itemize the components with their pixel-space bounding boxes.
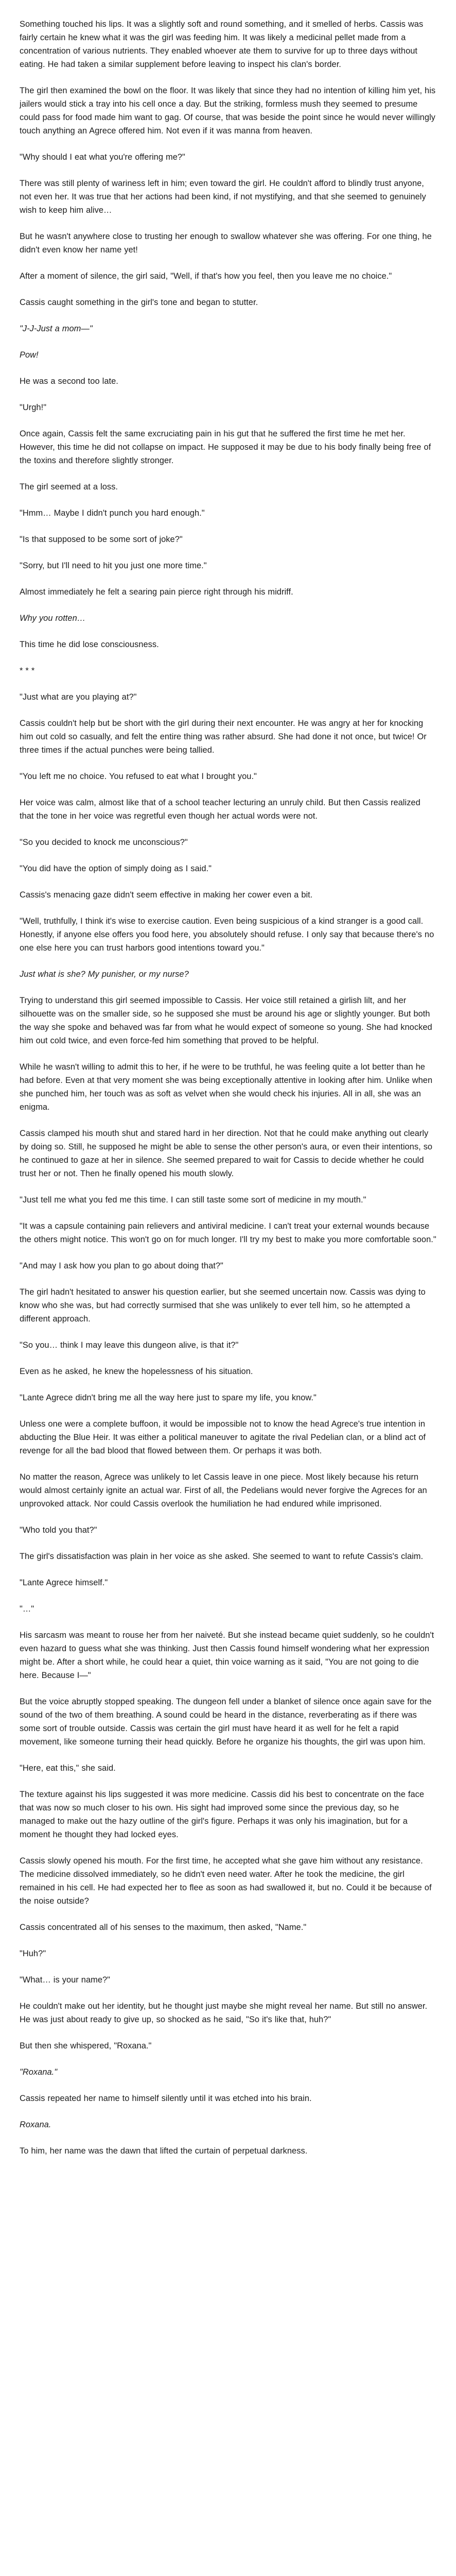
story-paragraph: "J-J-Just a mom—" — [20, 324, 93, 333]
story-paragraph: While he wasn't willing to admit this to her, if he were to be truthful, he was feeling quite a lot better than he had before. Even at that very moment she was being exceptionally attentive in looking after him. Unlike when she punched him, her touch was as soft as velvet when she would check his injuries. All in all, she was an enigma. — [20, 1062, 433, 1112]
story-paragraph: Trying to understand this girl seemed impossible to Cassis. Her voice still retained a girlish lilt, and her silhouette was on the smaller side, so he supposed she must be around his age or slightly younger. But both the way she spoke and behaved was far from what he would expect of someone so young. She had knocked him out cold twice, and even force-fed him something that proved to be helpful. — [20, 996, 432, 1045]
story-paragraph: His sarcasm was meant to rouse her from her naiveté. But she instead became quiet suddenly, so he couldn't even hazard to guess what she was thinking. Just then Cassis found himself wondering what her expression might be. After a short while, he could hear a quiet, thin voice warning as it said, "You are not going to die here. Because I—" — [20, 1631, 434, 1680]
story-paragraph: "Hmm… Maybe I didn't punch you hard enough." — [20, 509, 205, 518]
story-paragraph: The girl's dissatisfaction was plain in her voice as she asked. She seemed to want to refute Cassis's claim. — [20, 1552, 424, 1561]
story-paragraph: Why you rotten… — [20, 614, 86, 623]
story-paragraph: He was a second too late. — [20, 377, 118, 386]
story-paragraph: "Well, truthfully, I think it's wise to exercise caution. Even being suspicious of a kind stranger is a good call. Honestly, if anyone else offers you food here, you absolutely should refuse. I only say that because there's no one else here you can trust harbors good intentions toward you." — [20, 917, 434, 953]
story-paragraph: Something touched his lips. It was a slightly soft and round something, and it smelled of herbs. Cassis was fairly certain he knew what it was the girl was feeding him. It was likely a medicinal pellet made from a concentration of various nutrients. They enabled whoever ate them to survive for up to three days without eating. He had taken a similar supplement before leaving to inspect his clan's border. — [20, 20, 424, 69]
story-paragraph: "Who told you that?" — [20, 1526, 97, 1535]
story-paragraph: "What… is your name?" — [20, 1975, 111, 1985]
story-paragraph: "Urgh!" — [20, 403, 47, 412]
story-paragraph: The girl then examined the bowl on the floor. It was likely that since they had no intention of killing him yet, his jailers would stick a tray into his cell once a day. But the striking, formless mush they seemed to presume could pass for food made him want to gag. Of course, that was beside the point since he would never willingly touch anything an Agrece offered him. Not even if it was manna from heaven. — [20, 86, 436, 135]
story-paragraph: Cassis concentrated all of his senses to the maximum, then asked, "Name." — [20, 1923, 307, 1932]
story-paragraph: "Just what are you playing at?" — [20, 692, 137, 702]
story-paragraph: The texture against his lips suggested it was more medicine. Cassis did his best to concentrate on the face that was now so much closer to his own. His sight had improved some since the previous day, so he managed to make out the hazy outline of the girl's figure. Perhaps it was only his imagination, but for a moment he thought they had locked eyes. — [20, 1790, 425, 1839]
story-paragraph: "Here, eat this," she said. — [20, 1764, 116, 1773]
story-paragraph: "And may I ask how you plan to go about doing that?" — [20, 1261, 223, 1270]
story-paragraph: He couldn't make out her identity, but he thought just maybe she might reveal her name. But still no answer. He was just about ready to give up, so shocked as he said, "So it's like that, huh?" — [20, 2002, 428, 2024]
story-paragraph: Cassis's menacing gaze didn't seem effective in making her cower even a bit. — [20, 890, 313, 900]
story-paragraph: But then she whispered, "Roxana." — [20, 2041, 152, 2050]
story-paragraph: "You did have the option of simply doing as I said." — [20, 864, 212, 873]
story-paragraph: Cassis repeated her name to himself silently until it was etched into his brain. — [20, 2094, 312, 2103]
story-paragraph: The girl seemed at a loss. — [20, 482, 118, 492]
story-paragraph: Cassis couldn't help but be short with the girl during their next encounter. He was angry at her for knocking him out cold so casually, and felt the entire thing was rather absurd. She had done it not once, but twice! Or three times if the actual punches were being tallied. — [20, 719, 427, 755]
story-paragraph: Her voice was calm, almost like that of a school teacher lecturing an unruly child. But then Cassis realized that the tone in her voice was regretful even though her actual words were not. — [20, 798, 420, 821]
story-paragraph: "Lante Agrece himself." — [20, 1578, 108, 1587]
story-paragraph: No matter the reason, Agrece was unlikely to let Cassis leave in one piece. Most likely because his return would almost certainly ignite an actual war. First of all, the Pedelians would never forgive the Agreces for an unprovoked attack. Nor could Cassis overlook the humiliation he had endured while imprisoned. — [20, 1472, 427, 1509]
story-paragraph: The girl hadn't hesitated to answer his question earlier, but she seemed uncertain now. Cassis was dying to know who she was, but had correctly surmised that she was unlikely to ever tell him, so he attempted a different approach. — [20, 1287, 426, 1324]
story-paragraph: Unless one were a complete buffoon, it would be impossible not to know the head Agrece's true intention in abducting the Blue Heir. It was either a political maneuver to agitate the rival Pedelian clan, or a blind act of revenge for all the bad blood that flowed between them. Or perhaps it was both. — [20, 1419, 426, 1455]
story-paragraph: Pow! — [20, 350, 39, 360]
story-paragraph: Cassis clamped his mouth shut and stared hard in her direction. Not that he could make anything out clearly by doing so. Still, he supposed he might be able to sense the other person's aura, or even their intentions, so he continued to gaze at her in silence. She seemed prepared to wait for Cassis to decide whether he could trust her or not. Then he finally opened his mouth slowly. — [20, 1129, 433, 1178]
story-paragraph: "So you… think I may leave this dungeon alive, is that it?" — [20, 1341, 239, 1350]
story-paragraph: "Sorry, but I'll need to hit you just one more time." — [20, 561, 207, 570]
story-paragraph: Cassis slowly opened his mouth. For the first time, he accepted what she gave him without any resistance. The medicine dissolved immediately, so he didn't even need water. After he took the medicine, the girl remained in his cell. He had expected her to flee as soon as had swallowed it, but no. Could it be because of the noise outside? — [20, 1856, 432, 1906]
story-paragraph: "Huh?" — [20, 1949, 46, 1958]
story-paragraph: Almost immediately he felt a searing pain pierce right through his midriff. — [20, 587, 293, 597]
story-paragraph: Once again, Cassis felt the same excruciating pain in his gut that he suffered the first time he met her. However, this time he did not collapse on impact. He supposed it may be due to his body finally being free of the toxins and therefore slightly stronger. — [20, 429, 431, 465]
story-paragraph: But the voice abruptly stopped speaking. The dungeon fell under a blanket of silence once again save for the sound of the two of them breathing. A sound could be heard in the distance, reverberating as if there was some sort of trouble outside. Cassis was certain the girl must have heard it as well for he felt a rapid movement, like someone turning their head quickly. Before he organize his thoughts, the girl was upon him. — [20, 1697, 432, 1747]
story-text — [20, 18, 436, 2171]
story-paragraph: "You left me no choice. You refused to eat what I brought you." — [20, 772, 257, 781]
story-paragraph: "So you decided to knock me unconscious?" — [20, 838, 188, 847]
story-paragraph: "It was a capsule containing pain relievers and antiviral medicine. I can't treat your external wounds because the others might notice. This won't go on for much longer. I'll try my best to make you more comfortable soon." — [20, 1222, 436, 1244]
story-paragraph: This time he did lose consciousness. — [20, 640, 159, 649]
story-paragraph: "…" — [20, 1604, 34, 1614]
story-paragraph: Just what is she? My punisher, or my nurse? — [20, 970, 189, 979]
story-paragraph: Roxana. — [20, 2120, 51, 2129]
story-paragraph: To him, her name was the dawn that lifted the curtain of perpetual darkness. — [20, 2146, 308, 2156]
story-paragraph: "Why should I eat what you're offering me?" — [20, 152, 185, 162]
story-paragraph: "Roxana." — [20, 2067, 58, 2077]
story-paragraph: "Is that supposed to be some sort of joke?" — [20, 535, 183, 544]
story-paragraph: "Just tell me what you fed me this time. I can still taste some sort of medicine in my mouth." — [20, 1195, 366, 1205]
story-paragraph: "Lante Agrece didn't bring me all the way here just to spare my life, you know." — [20, 1393, 317, 1402]
story-paragraph: * * * — [20, 666, 35, 675]
story-paragraph: Even as he asked, he knew the hopelessness of his situation. — [20, 1367, 253, 1376]
story-paragraph: But he wasn't anywhere close to trusting her enough to swallow whatever she was offering. For one thing, he didn't even know her name yet! — [20, 232, 432, 255]
story-paragraph: Cassis caught something in the girl's tone and began to stutter. — [20, 298, 258, 307]
story-paragraph: After a moment of silence, the girl said, "Well, if that's how you feel, then you leave me no choice." — [20, 272, 392, 281]
story-paragraph: There was still plenty of wariness left in him; even toward the girl. He couldn't afford to blindly trust anyone, not even her. It was true that her actions had been kind, if not mystifying, and that she seemed to genuinely wish to keep him alive… — [20, 179, 426, 215]
